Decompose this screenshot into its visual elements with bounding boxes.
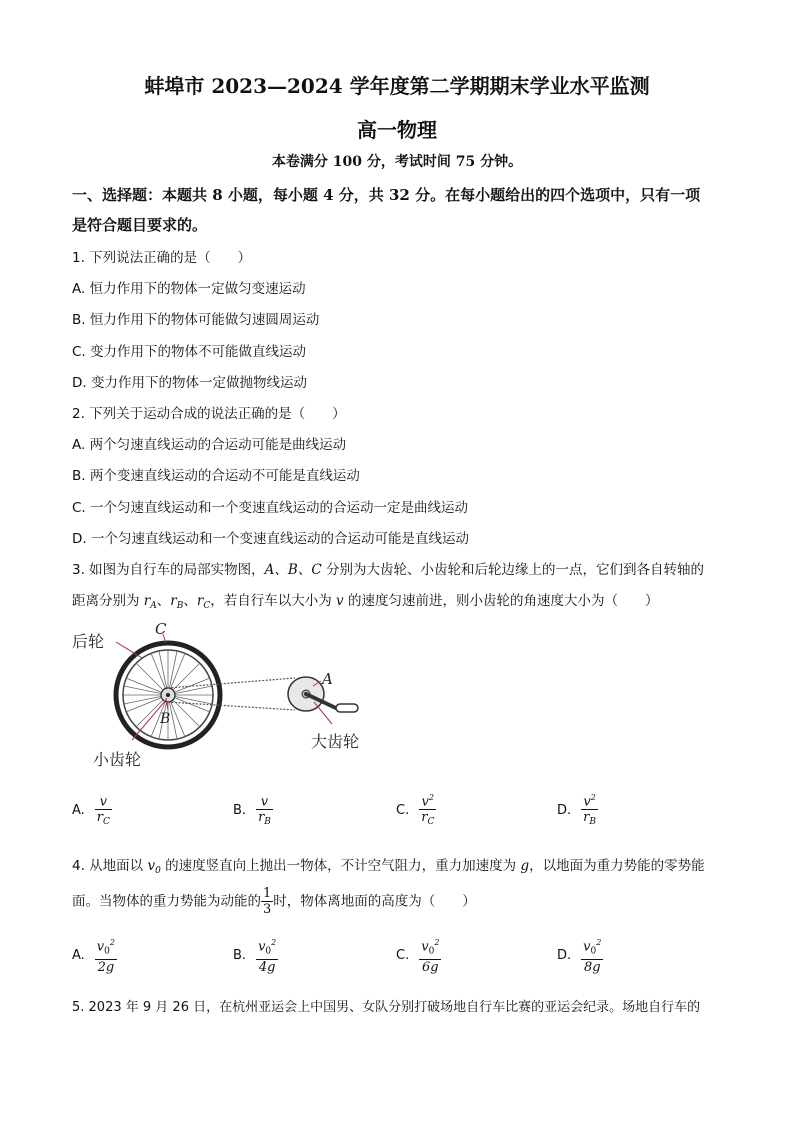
q4-choice-c <box>396 935 441 975</box>
radius-sub-a: A <box>150 601 157 611</box>
initial-velocity-sub: 0 <box>155 866 161 876</box>
q1-option-d: D. 变力作用下的物体一定做抛物线运动 <box>72 375 307 391</box>
label-point-c: C <box>155 620 167 638</box>
q4-stem-line1 <box>72 854 705 876</box>
q3-stem-line1 <box>72 558 704 578</box>
fraction: $\frac{v^2}{r_C}$ <box>419 790 436 830</box>
pedal <box>336 704 358 712</box>
q3-choice-b <box>233 790 273 830</box>
q2-option-d: D. 一个匀速直线运动和一个变速直线运动的合运动可能是直线运动 <box>72 531 469 547</box>
velocity-symbol: v <box>336 593 344 609</box>
initial-velocity-symbol: v <box>147 858 156 874</box>
choice-label: C. <box>396 947 410 963</box>
q3-text: 距离分别为 <box>72 593 144 609</box>
fraction: $\frac{v_0^2}{4g}$ <box>256 935 278 975</box>
exam-title: 蚌埠市 2023—2024 学年度第二学期期末学业水平监测 <box>144 74 650 98</box>
q3-text: 分别为大齿轮、小齿轮和后轮边缘上的一点，它们到各自转轴的 <box>321 562 704 578</box>
section-heading-line1: 一、选择题：本题共 8 小题，每小题 4 分，共 32 分。在每小题给出的四个选项中，只有一项 <box>72 186 701 204</box>
q4-stem-line2 <box>72 886 476 917</box>
exam-info: 本卷满分 100 分，考试时间 75 分钟。 <box>271 154 523 170</box>
fraction: $\frac{v}{r_B}$ <box>256 790 273 830</box>
choice-label: B. <box>233 947 247 963</box>
choice-label: D. <box>557 947 572 963</box>
q3-text: 3. 如图为自行车的局部实物图， <box>72 562 265 578</box>
q4-choice-a <box>72 935 117 975</box>
q4-text: 4. 从地面以 <box>72 858 148 874</box>
q5-stem-line1: 5. 2023 年 9 月 26 日，在杭州亚运会上中国男、女队分别打破场地自行车比赛的亚运会纪录。场地自行车的 <box>72 1000 701 1015</box>
section-heading-line2: 是符合题目要求的。 <box>72 216 208 234</box>
radius-sub-c: C <box>203 601 211 611</box>
q4-choice-b <box>233 935 278 975</box>
q3-text: ，若自行车以大小为 <box>210 593 337 609</box>
fraction: $\frac{v_0^2}{6g}$ <box>419 935 441 975</box>
rear-axle <box>166 693 170 697</box>
choice-label: A. <box>72 947 85 963</box>
label-small-gear: 小齿轮 <box>93 750 142 769</box>
label-point-b: B <box>160 711 171 727</box>
fraction: $\frac{v_0^2}{8g}$ <box>581 935 603 975</box>
q4-choice-d <box>557 935 603 975</box>
bicycle-figure <box>70 620 390 780</box>
q2-option-a: A. 两个匀速直线运动的合运动可能是曲线运动 <box>72 437 347 453</box>
exam-subject: 高一物理 <box>357 118 437 142</box>
radius-symbol: r <box>170 593 177 609</box>
q3-choice-d <box>557 790 598 830</box>
fraction: $\frac{v_0^2}{2g}$ <box>95 935 117 975</box>
q2-option-b: B. 两个变速直线运动的合运动不可能是直线运动 <box>72 468 360 484</box>
q4-text: 时，物体离地面的高度为（ ） <box>273 893 476 910</box>
fraction: $\frac{v^2}{r_B}$ <box>581 790 598 830</box>
q4-text: 的速度竖直向上抛出一物体，不计空气阻力，重力加速度为 <box>160 858 521 874</box>
q4-text: 面。当物体的重力势能为动能的 <box>72 893 261 910</box>
label-point-a: A <box>322 670 333 688</box>
q3-choice-a <box>72 790 112 830</box>
choice-label: D. <box>557 802 572 818</box>
q2-stem: 2. 下列关于运动合成的说法正确的是（ ） <box>72 406 346 422</box>
q1-option-c: C. 变力作用下的物体不可能做直线运动 <box>72 344 307 360</box>
radius-sub-b: B <box>176 601 184 611</box>
label-big-gear: 大齿轮 <box>311 732 360 751</box>
q1-stem: 1. 下列说法正确的是（ ） <box>72 250 252 266</box>
q3-points: A、B、C <box>264 562 322 578</box>
label-rear-wheel: 后轮 <box>72 632 105 651</box>
q3-choice-c <box>396 790 436 830</box>
radius-symbol: r <box>196 593 204 609</box>
gravity-symbol: g <box>520 858 530 874</box>
choice-label: B. <box>233 802 247 818</box>
q4-text: ，以地面为重力势能的零势能 <box>529 858 705 874</box>
q1-option-a: A. 恒力作用下的物体一定做匀变速运动 <box>72 281 306 297</box>
choice-label: A. <box>72 802 85 818</box>
chain <box>168 678 295 710</box>
radius-symbol: r <box>143 593 151 609</box>
q2-option-c: C. 一个匀速直线运动和一个变速直线运动的合运动一定是曲线运动 <box>72 500 469 516</box>
one-third-fraction: $\frac{1}{3}$ <box>263 886 272 917</box>
q3-stem-line2: 距离分别为 $r_A$、$r_B$、$r_C$，若自行车以大小为 v 的速度匀速前进，则小齿轮的角速度大小为（ ） <box>72 593 659 611</box>
choice-label: C. <box>396 802 410 818</box>
fraction: $\frac{v}{r_C}$ <box>95 790 112 830</box>
q1-option-b: B. 恒力作用下的物体可能做匀速圆周运动 <box>72 312 320 328</box>
q3-text: 的速度匀速前进，则小齿轮的角速度大小为（ ） <box>343 593 659 609</box>
